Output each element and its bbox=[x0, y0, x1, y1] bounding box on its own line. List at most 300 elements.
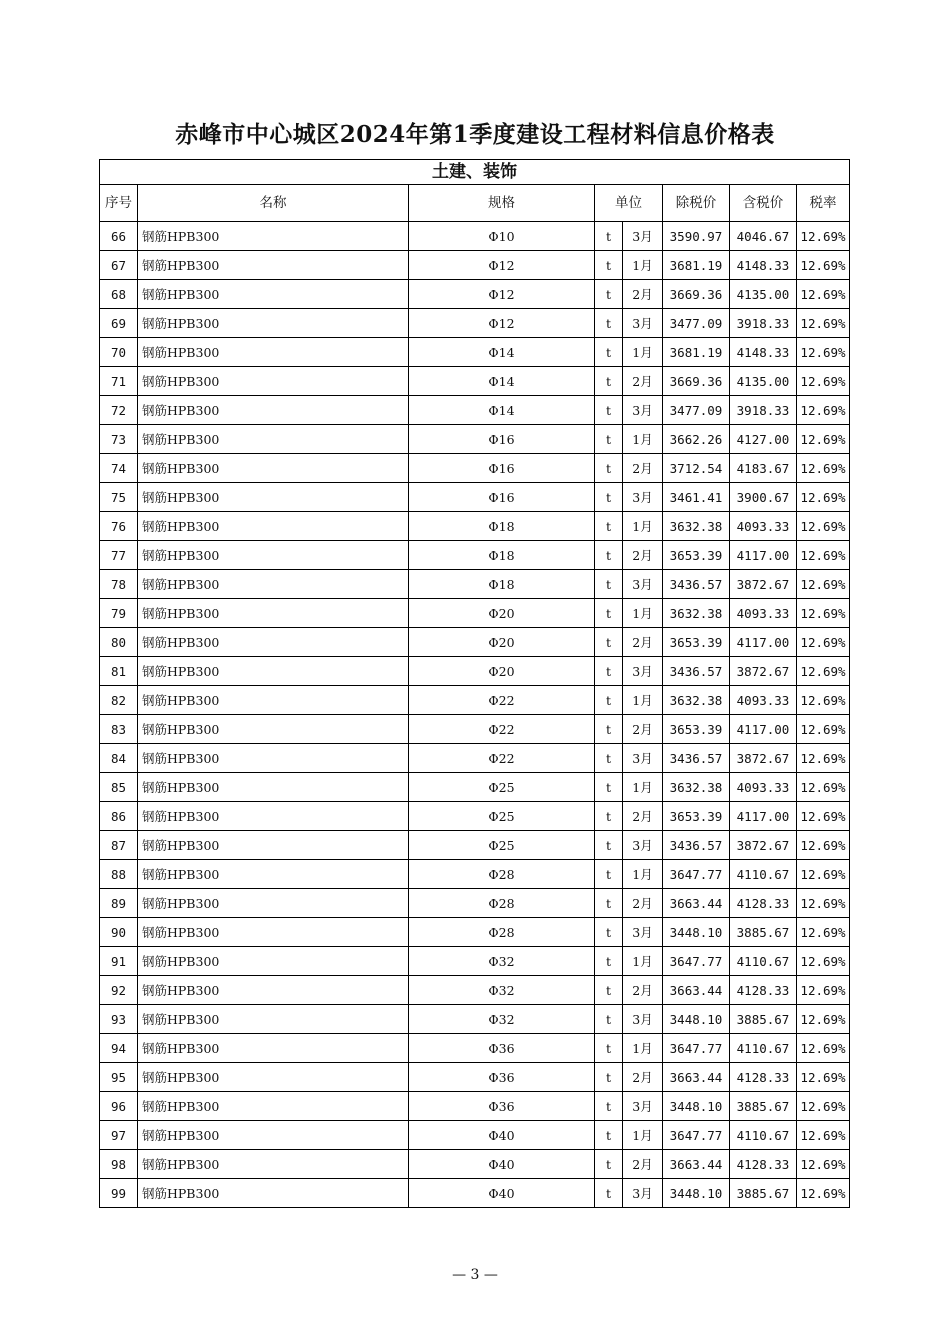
cell-name: 钢筋HPB300 bbox=[138, 918, 409, 947]
cell-name: 钢筋HPB300 bbox=[138, 657, 409, 686]
cell-price-ex-tax: 3669.36 bbox=[663, 367, 730, 396]
cell-spec: Φ12 bbox=[409, 280, 595, 309]
cell-price-inc-tax: 4148.33 bbox=[730, 251, 797, 280]
table-row bbox=[100, 454, 850, 483]
cell-name: 钢筋HPB300 bbox=[138, 251, 409, 280]
cell-index: 83 bbox=[100, 715, 138, 744]
cell-price-ex-tax: 3712.54 bbox=[663, 454, 730, 483]
table-row bbox=[100, 686, 850, 715]
cell-index: 78 bbox=[100, 570, 138, 599]
cell-price-ex-tax: 3632.38 bbox=[663, 599, 730, 628]
cell-spec: Φ18 bbox=[409, 512, 595, 541]
cell-unit: t bbox=[595, 1034, 623, 1063]
cell-index: 93 bbox=[100, 1005, 138, 1034]
cell-spec: Φ16 bbox=[409, 425, 595, 454]
cell-unit: t bbox=[595, 512, 623, 541]
cell-price-ex-tax: 3653.39 bbox=[663, 715, 730, 744]
cell-price-ex-tax: 3647.77 bbox=[663, 860, 730, 889]
cell-spec: Φ32 bbox=[409, 976, 595, 1005]
cell-unit: t bbox=[595, 599, 623, 628]
cell-month: 3月 bbox=[623, 657, 663, 686]
cell-price-inc-tax: 3872.67 bbox=[730, 831, 797, 860]
cell-price-inc-tax: 4093.33 bbox=[730, 512, 797, 541]
cell-unit: t bbox=[595, 976, 623, 1005]
header-tax-rate: 税率 bbox=[797, 185, 850, 222]
header-price-inc-tax: 含税价 bbox=[730, 185, 797, 222]
cell-price-inc-tax: 3885.67 bbox=[730, 1179, 797, 1208]
cell-price-inc-tax: 4117.00 bbox=[730, 715, 797, 744]
cell-price-ex-tax: 3448.10 bbox=[663, 1179, 730, 1208]
table-row bbox=[100, 251, 850, 280]
cell-name: 钢筋HPB300 bbox=[138, 860, 409, 889]
cell-price-ex-tax: 3632.38 bbox=[663, 686, 730, 715]
cell-spec: Φ16 bbox=[409, 483, 595, 512]
cell-index: 92 bbox=[100, 976, 138, 1005]
section-title: 土建、装饰 bbox=[100, 160, 850, 185]
cell-tax-rate: 12.69% bbox=[797, 512, 850, 541]
cell-tax-rate: 12.69% bbox=[797, 686, 850, 715]
cell-spec: Φ36 bbox=[409, 1063, 595, 1092]
cell-tax-rate: 12.69% bbox=[797, 628, 850, 657]
cell-price-inc-tax: 4135.00 bbox=[730, 367, 797, 396]
table-row bbox=[100, 918, 850, 947]
cell-month: 2月 bbox=[623, 541, 663, 570]
table-row bbox=[100, 425, 850, 454]
table-row bbox=[100, 802, 850, 831]
cell-index: 90 bbox=[100, 918, 138, 947]
cell-index: 72 bbox=[100, 396, 138, 425]
cell-price-inc-tax: 3885.67 bbox=[730, 1005, 797, 1034]
cell-spec: Φ20 bbox=[409, 599, 595, 628]
cell-month: 2月 bbox=[623, 889, 663, 918]
cell-spec: Φ36 bbox=[409, 1092, 595, 1121]
page-number: — 3 — bbox=[452, 1267, 498, 1283]
table-row bbox=[100, 570, 850, 599]
cell-price-inc-tax: 3872.67 bbox=[730, 744, 797, 773]
cell-index: 84 bbox=[100, 744, 138, 773]
table-row bbox=[100, 1063, 850, 1092]
cell-unit: t bbox=[595, 570, 623, 599]
cell-name: 钢筋HPB300 bbox=[138, 744, 409, 773]
cell-index: 89 bbox=[100, 889, 138, 918]
table-row bbox=[100, 628, 850, 657]
cell-month: 2月 bbox=[623, 367, 663, 396]
cell-unit: t bbox=[595, 686, 623, 715]
cell-price-inc-tax: 4110.67 bbox=[730, 947, 797, 976]
cell-spec: Φ14 bbox=[409, 338, 595, 367]
cell-unit: t bbox=[595, 454, 623, 483]
cell-unit: t bbox=[595, 280, 623, 309]
cell-spec: Φ14 bbox=[409, 396, 595, 425]
section-header-row bbox=[100, 160, 850, 185]
cell-tax-rate: 12.69% bbox=[797, 280, 850, 309]
cell-price-ex-tax: 3647.77 bbox=[663, 947, 730, 976]
cell-index: 77 bbox=[100, 541, 138, 570]
cell-index: 86 bbox=[100, 802, 138, 831]
table-row bbox=[100, 338, 850, 367]
cell-month: 2月 bbox=[623, 628, 663, 657]
cell-price-inc-tax: 3872.67 bbox=[730, 657, 797, 686]
cell-name: 钢筋HPB300 bbox=[138, 425, 409, 454]
cell-name: 钢筋HPB300 bbox=[138, 686, 409, 715]
cell-price-ex-tax: 3436.57 bbox=[663, 744, 730, 773]
cell-tax-rate: 12.69% bbox=[797, 222, 850, 251]
cell-tax-rate: 12.69% bbox=[797, 309, 850, 338]
cell-price-inc-tax: 3885.67 bbox=[730, 1092, 797, 1121]
cell-spec: Φ18 bbox=[409, 570, 595, 599]
cell-index: 66 bbox=[100, 222, 138, 251]
cell-month: 2月 bbox=[623, 1150, 663, 1179]
cell-name: 钢筋HPB300 bbox=[138, 222, 409, 251]
cell-name: 钢筋HPB300 bbox=[138, 715, 409, 744]
cell-spec: Φ25 bbox=[409, 831, 595, 860]
cell-month: 3月 bbox=[623, 222, 663, 251]
cell-index: 88 bbox=[100, 860, 138, 889]
cell-price-ex-tax: 3461.41 bbox=[663, 483, 730, 512]
cell-index: 76 bbox=[100, 512, 138, 541]
cell-index: 73 bbox=[100, 425, 138, 454]
cell-unit: t bbox=[595, 831, 623, 860]
header-index: 序号 bbox=[100, 185, 138, 222]
cell-price-ex-tax: 3436.57 bbox=[663, 570, 730, 599]
cell-index: 67 bbox=[100, 251, 138, 280]
cell-spec: Φ12 bbox=[409, 309, 595, 338]
cell-spec: Φ32 bbox=[409, 947, 595, 976]
cell-tax-rate: 12.69% bbox=[797, 976, 850, 1005]
cell-price-inc-tax: 4117.00 bbox=[730, 628, 797, 657]
cell-price-inc-tax: 4128.33 bbox=[730, 889, 797, 918]
header-unit: 单位 bbox=[595, 185, 663, 222]
cell-unit: t bbox=[595, 744, 623, 773]
cell-unit: t bbox=[595, 889, 623, 918]
cell-price-ex-tax: 3448.10 bbox=[663, 918, 730, 947]
cell-name: 钢筋HPB300 bbox=[138, 454, 409, 483]
cell-tax-rate: 12.69% bbox=[797, 860, 850, 889]
table-row bbox=[100, 976, 850, 1005]
cell-spec: Φ18 bbox=[409, 541, 595, 570]
table-row bbox=[100, 1179, 850, 1208]
header-price-ex-tax: 除税价 bbox=[663, 185, 730, 222]
cell-price-ex-tax: 3647.77 bbox=[663, 1121, 730, 1150]
cell-tax-rate: 12.69% bbox=[797, 1150, 850, 1179]
cell-spec: Φ28 bbox=[409, 860, 595, 889]
table-row bbox=[100, 1005, 850, 1034]
cell-unit: t bbox=[595, 483, 623, 512]
cell-unit: t bbox=[595, 367, 623, 396]
cell-price-inc-tax: 4148.33 bbox=[730, 338, 797, 367]
cell-tax-rate: 12.69% bbox=[797, 1092, 850, 1121]
cell-tax-rate: 12.69% bbox=[797, 1034, 850, 1063]
cell-unit: t bbox=[595, 1092, 623, 1121]
cell-price-inc-tax: 4127.00 bbox=[730, 425, 797, 454]
cell-price-inc-tax: 4128.33 bbox=[730, 1150, 797, 1179]
cell-tax-rate: 12.69% bbox=[797, 570, 850, 599]
cell-month: 2月 bbox=[623, 280, 663, 309]
cell-name: 钢筋HPB300 bbox=[138, 773, 409, 802]
table-row bbox=[100, 657, 850, 686]
cell-spec: Φ12 bbox=[409, 251, 595, 280]
cell-tax-rate: 12.69% bbox=[797, 396, 850, 425]
cell-name: 钢筋HPB300 bbox=[138, 396, 409, 425]
cell-spec: Φ20 bbox=[409, 628, 595, 657]
cell-month: 2月 bbox=[623, 715, 663, 744]
table-row bbox=[100, 367, 850, 396]
cell-price-inc-tax: 3900.67 bbox=[730, 483, 797, 512]
cell-price-ex-tax: 3653.39 bbox=[663, 802, 730, 831]
cell-name: 钢筋HPB300 bbox=[138, 1179, 409, 1208]
cell-index: 81 bbox=[100, 657, 138, 686]
cell-price-inc-tax: 3872.67 bbox=[730, 570, 797, 599]
cell-name: 钢筋HPB300 bbox=[138, 628, 409, 657]
cell-month: 3月 bbox=[623, 1092, 663, 1121]
cell-tax-rate: 12.69% bbox=[797, 367, 850, 396]
cell-name: 钢筋HPB300 bbox=[138, 889, 409, 918]
cell-month: 3月 bbox=[623, 309, 663, 338]
cell-tax-rate: 12.69% bbox=[797, 657, 850, 686]
cell-month: 2月 bbox=[623, 1063, 663, 1092]
cell-price-inc-tax: 4117.00 bbox=[730, 802, 797, 831]
table-row bbox=[100, 280, 850, 309]
cell-tax-rate: 12.69% bbox=[797, 947, 850, 976]
cell-name: 钢筋HPB300 bbox=[138, 976, 409, 1005]
cell-tax-rate: 12.69% bbox=[797, 918, 850, 947]
cell-name: 钢筋HPB300 bbox=[138, 1121, 409, 1150]
table-row bbox=[100, 1092, 850, 1121]
cell-unit: t bbox=[595, 222, 623, 251]
cell-price-ex-tax: 3663.44 bbox=[663, 1063, 730, 1092]
cell-index: 99 bbox=[100, 1179, 138, 1208]
cell-month: 2月 bbox=[623, 976, 663, 1005]
cell-unit: t bbox=[595, 251, 623, 280]
price-table bbox=[99, 159, 850, 1208]
cell-index: 97 bbox=[100, 1121, 138, 1150]
cell-month: 1月 bbox=[623, 599, 663, 628]
cell-price-ex-tax: 3448.10 bbox=[663, 1005, 730, 1034]
cell-price-ex-tax: 3590.97 bbox=[663, 222, 730, 251]
cell-unit: t bbox=[595, 628, 623, 657]
cell-name: 钢筋HPB300 bbox=[138, 1063, 409, 1092]
table-row bbox=[100, 1150, 850, 1179]
cell-index: 94 bbox=[100, 1034, 138, 1063]
cell-price-ex-tax: 3653.39 bbox=[663, 541, 730, 570]
cell-name: 钢筋HPB300 bbox=[138, 802, 409, 831]
cell-index: 75 bbox=[100, 483, 138, 512]
cell-price-inc-tax: 4093.33 bbox=[730, 599, 797, 628]
cell-month: 1月 bbox=[623, 947, 663, 976]
cell-index: 74 bbox=[100, 454, 138, 483]
cell-price-ex-tax: 3647.77 bbox=[663, 1034, 730, 1063]
cell-index: 87 bbox=[100, 831, 138, 860]
cell-price-ex-tax: 3663.44 bbox=[663, 976, 730, 1005]
cell-price-ex-tax: 3436.57 bbox=[663, 657, 730, 686]
cell-price-ex-tax: 3632.38 bbox=[663, 512, 730, 541]
cell-spec: Φ22 bbox=[409, 744, 595, 773]
cell-price-ex-tax: 3663.44 bbox=[663, 1150, 730, 1179]
cell-month: 1月 bbox=[623, 686, 663, 715]
cell-month: 3月 bbox=[623, 1005, 663, 1034]
cell-name: 钢筋HPB300 bbox=[138, 599, 409, 628]
cell-tax-rate: 12.69% bbox=[797, 483, 850, 512]
column-header-row bbox=[100, 185, 850, 222]
table-row bbox=[100, 222, 850, 251]
cell-spec: Φ25 bbox=[409, 773, 595, 802]
cell-tax-rate: 12.69% bbox=[797, 715, 850, 744]
cell-unit: t bbox=[595, 1063, 623, 1092]
cell-month: 3月 bbox=[623, 483, 663, 512]
cell-price-inc-tax: 4128.33 bbox=[730, 1063, 797, 1092]
cell-spec: Φ40 bbox=[409, 1179, 595, 1208]
header-spec: 规格 bbox=[409, 185, 595, 222]
cell-price-inc-tax: 4128.33 bbox=[730, 976, 797, 1005]
cell-price-ex-tax: 3663.44 bbox=[663, 889, 730, 918]
cell-month: 1月 bbox=[623, 1121, 663, 1150]
cell-price-ex-tax: 3669.36 bbox=[663, 280, 730, 309]
cell-unit: t bbox=[595, 1179, 623, 1208]
cell-spec: Φ22 bbox=[409, 715, 595, 744]
table-row bbox=[100, 744, 850, 773]
cell-spec: Φ14 bbox=[409, 367, 595, 396]
table-row bbox=[100, 309, 850, 338]
cell-price-inc-tax: 3918.33 bbox=[730, 396, 797, 425]
cell-price-ex-tax: 3681.19 bbox=[663, 338, 730, 367]
cell-name: 钢筋HPB300 bbox=[138, 512, 409, 541]
cell-index: 68 bbox=[100, 280, 138, 309]
cell-price-inc-tax: 4135.00 bbox=[730, 280, 797, 309]
cell-index: 85 bbox=[100, 773, 138, 802]
cell-month: 3月 bbox=[623, 570, 663, 599]
cell-index: 71 bbox=[100, 367, 138, 396]
cell-month: 3月 bbox=[623, 918, 663, 947]
cell-name: 钢筋HPB300 bbox=[138, 831, 409, 860]
cell-tax-rate: 12.69% bbox=[797, 541, 850, 570]
table-row bbox=[100, 541, 850, 570]
cell-unit: t bbox=[595, 860, 623, 889]
cell-index: 91 bbox=[100, 947, 138, 976]
cell-name: 钢筋HPB300 bbox=[138, 483, 409, 512]
cell-tax-rate: 12.69% bbox=[797, 773, 850, 802]
cell-tax-rate: 12.69% bbox=[797, 831, 850, 860]
cell-tax-rate: 12.69% bbox=[797, 889, 850, 918]
cell-tax-rate: 12.69% bbox=[797, 802, 850, 831]
cell-month: 3月 bbox=[623, 396, 663, 425]
cell-unit: t bbox=[595, 918, 623, 947]
cell-tax-rate: 12.69% bbox=[797, 599, 850, 628]
cell-month: 1月 bbox=[623, 1034, 663, 1063]
cell-name: 钢筋HPB300 bbox=[138, 1034, 409, 1063]
cell-tax-rate: 12.69% bbox=[797, 1005, 850, 1034]
cell-spec: Φ20 bbox=[409, 657, 595, 686]
table-row bbox=[100, 1121, 850, 1150]
cell-index: 82 bbox=[100, 686, 138, 715]
cell-price-inc-tax: 4110.67 bbox=[730, 860, 797, 889]
cell-name: 钢筋HPB300 bbox=[138, 570, 409, 599]
cell-price-ex-tax: 3662.26 bbox=[663, 425, 730, 454]
cell-price-inc-tax: 4093.33 bbox=[730, 773, 797, 802]
cell-name: 钢筋HPB300 bbox=[138, 541, 409, 570]
cell-name: 钢筋HPB300 bbox=[138, 309, 409, 338]
cell-price-inc-tax: 4117.00 bbox=[730, 541, 797, 570]
cell-price-inc-tax: 4110.67 bbox=[730, 1121, 797, 1150]
cell-price-inc-tax: 4046.67 bbox=[730, 222, 797, 251]
cell-index: 96 bbox=[100, 1092, 138, 1121]
cell-spec: Φ22 bbox=[409, 686, 595, 715]
cell-name: 钢筋HPB300 bbox=[138, 367, 409, 396]
cell-price-ex-tax: 3653.39 bbox=[663, 628, 730, 657]
cell-tax-rate: 12.69% bbox=[797, 251, 850, 280]
cell-unit: t bbox=[595, 338, 623, 367]
document-title: 赤峰市中心城区2024年第1季度建设工程材料信息价格表 bbox=[175, 121, 775, 148]
cell-tax-rate: 12.69% bbox=[797, 744, 850, 773]
cell-month: 3月 bbox=[623, 1179, 663, 1208]
cell-unit: t bbox=[595, 947, 623, 976]
cell-unit: t bbox=[595, 715, 623, 744]
table-row bbox=[100, 831, 850, 860]
cell-name: 钢筋HPB300 bbox=[138, 1005, 409, 1034]
cell-spec: Φ25 bbox=[409, 802, 595, 831]
cell-spec: Φ28 bbox=[409, 918, 595, 947]
cell-month: 1月 bbox=[623, 860, 663, 889]
cell-price-ex-tax: 3436.57 bbox=[663, 831, 730, 860]
table-row bbox=[100, 396, 850, 425]
cell-tax-rate: 12.69% bbox=[797, 1121, 850, 1150]
cell-unit: t bbox=[595, 657, 623, 686]
cell-spec: Φ40 bbox=[409, 1150, 595, 1179]
cell-unit: t bbox=[595, 1150, 623, 1179]
cell-name: 钢筋HPB300 bbox=[138, 338, 409, 367]
cell-unit: t bbox=[595, 1005, 623, 1034]
cell-price-ex-tax: 3632.38 bbox=[663, 773, 730, 802]
table-row bbox=[100, 599, 850, 628]
cell-tax-rate: 12.69% bbox=[797, 454, 850, 483]
cell-month: 1月 bbox=[623, 512, 663, 541]
cell-month: 1月 bbox=[623, 773, 663, 802]
cell-price-ex-tax: 3477.09 bbox=[663, 309, 730, 338]
cell-unit: t bbox=[595, 773, 623, 802]
table-row bbox=[100, 860, 850, 889]
cell-index: 79 bbox=[100, 599, 138, 628]
table-row bbox=[100, 715, 850, 744]
cell-spec: Φ40 bbox=[409, 1121, 595, 1150]
table-row bbox=[100, 773, 850, 802]
cell-unit: t bbox=[595, 396, 623, 425]
cell-unit: t bbox=[595, 802, 623, 831]
cell-price-ex-tax: 3448.10 bbox=[663, 1092, 730, 1121]
cell-price-inc-tax: 3885.67 bbox=[730, 918, 797, 947]
cell-index: 70 bbox=[100, 338, 138, 367]
cell-month: 3月 bbox=[623, 744, 663, 773]
cell-price-inc-tax: 4110.67 bbox=[730, 1034, 797, 1063]
cell-tax-rate: 12.69% bbox=[797, 1063, 850, 1092]
table-row bbox=[100, 947, 850, 976]
cell-price-ex-tax: 3477.09 bbox=[663, 396, 730, 425]
cell-index: 69 bbox=[100, 309, 138, 338]
cell-tax-rate: 12.69% bbox=[797, 425, 850, 454]
cell-name: 钢筋HPB300 bbox=[138, 1092, 409, 1121]
cell-tax-rate: 12.69% bbox=[797, 338, 850, 367]
cell-spec: Φ16 bbox=[409, 454, 595, 483]
header-name: 名称 bbox=[138, 185, 409, 222]
cell-month: 1月 bbox=[623, 425, 663, 454]
cell-unit: t bbox=[595, 425, 623, 454]
cell-price-inc-tax: 3918.33 bbox=[730, 309, 797, 338]
cell-spec: Φ36 bbox=[409, 1034, 595, 1063]
cell-name: 钢筋HPB300 bbox=[138, 1150, 409, 1179]
cell-month: 2月 bbox=[623, 454, 663, 483]
cell-name: 钢筋HPB300 bbox=[138, 280, 409, 309]
table-row bbox=[100, 1034, 850, 1063]
cell-spec: Φ32 bbox=[409, 1005, 595, 1034]
cell-unit: t bbox=[595, 541, 623, 570]
